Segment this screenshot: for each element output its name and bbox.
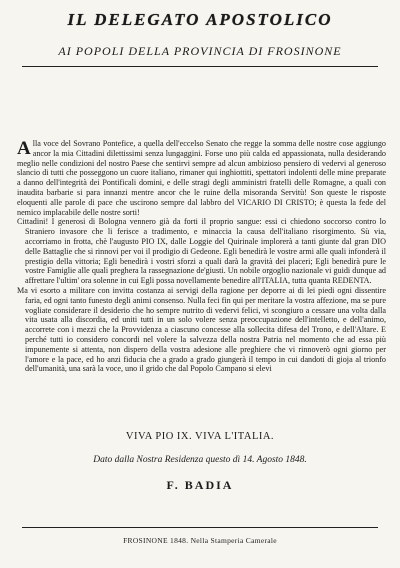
closing-cheer: VIVA PIO IX. VIVA L'ITALIA. <box>125 431 275 442</box>
paragraph-1-text: lla voce del Sovrano Pontefice, a quella dell'eccelso Senato che regge la somma delle nostre cose aggiungo ancor la mia Cittadini dilettissimi senza lungaggini. Forse uno più calda ed appassionata, nulla desiderando meglio nelle condizioni del nostro Paese che sentirvi sempre ad alcun ambizioso pensiero di vedervi al generoso slancio di tutti che posseggono un cuore italiano, rimaner qui inghiottiti, spettatori indolenti delle mine preparate a danno dell'integrità dei Pontificali domini, e delle stragi degli amministri fratelli delle Romagne, a quali con inaudita barbarie si para innanzi mentre ancor che le ruine della misoranda Servitù! Son queste le risposte eloquenti alle parole di pace che uscirono sempre dal labbro del VICARIO DI CRISTO; è questa la fede del nemico implacabile delle nostre sorti! <box>17 139 386 217</box>
footer-rule <box>22 527 378 528</box>
paragraph-2: Cittadini! I generosi di Bologna vennero già da forti il proprio sangue: essi ci chiedono soccorso contro lo Straniero invasore che li ferisce a tradimento, e minaccia la causa dell'italiano risorgimento. Sù via, accorriamo in frotta, chè l'augusto PIO IX, dalle Loggie del Quirinale implorerà a tanti giunte dal gran DIO delle Battaglie che si rinnovi per voi il prodigio di Gedeone. Egli benedirà le vostre armi alle quali infonderà il prestigio della vittoria; Egli benedirà i vostri sforzi a quali darà la gravità dei placeri; Egli benedirà pure le vostre Famiglie alle quali preghera la rassegnazione de'giusti. Un nobile orgoglio nazionale vi guidi dunque ad affrettare l'ultim' ora solenne in cui Egli possa novellamente benedire all'ITALIA, tutta quanta REDENTA. <box>17 217 386 286</box>
proclamation-body <box>17 139 386 374</box>
paragraph-3: Ma vi esorto a militare con invitta costanza ai servigi della ragione per deporre ai di lei piedi ogni dissentire faria, ed ogni tanto funesto degli animi consenso. Nulla feci fin qui per meritare la vostra affezione, ma se pure vogliate considerare il desiderio che ho sempre nutrito di vedervi felici, vi scongiuro a cessare una volta dalla vita usata alla discordia, ed uniti tutti in un solo volere senza preoccupazione dell'intelletto, e dell'animo, accorrete con i mezzi che la Provvidenza a ciascuno concesse alla sollecita difesa del Trono, e dell'Altare. E perché tutti io considero concordi nel volere la salvezza della nostra Patria nel momento che ad essa più impunemente si attenta, non dispero della vostra adesione alle preghiere che vi rinnoverò ogni giorno per l'amore e la pace, ed ho anzi fiducia che a grado a grado giungerà il tempo in cui dandoti di gioja al trionfo dell'umanità, una sarà la voce, uno il grido che dal Popolo Campano si elevi <box>17 285 386 374</box>
drop-cap: A <box>17 138 31 159</box>
signature: F. BADIA <box>166 478 234 492</box>
printer-imprint: FROSINONE 1848. Nella Stamperia Camerale <box>123 536 277 545</box>
page-title: IL DELEGATO APOSTOLICO <box>67 10 333 29</box>
page-subtitle: AI POPOLI DELLA PROVINCIA DI FROSINONE <box>58 44 342 58</box>
paragraph-1 <box>17 139 386 217</box>
dateline: Dato dalla Nostra Residenza questo dì 14. Agosto 1848. <box>93 455 307 465</box>
header-rule <box>22 66 378 67</box>
